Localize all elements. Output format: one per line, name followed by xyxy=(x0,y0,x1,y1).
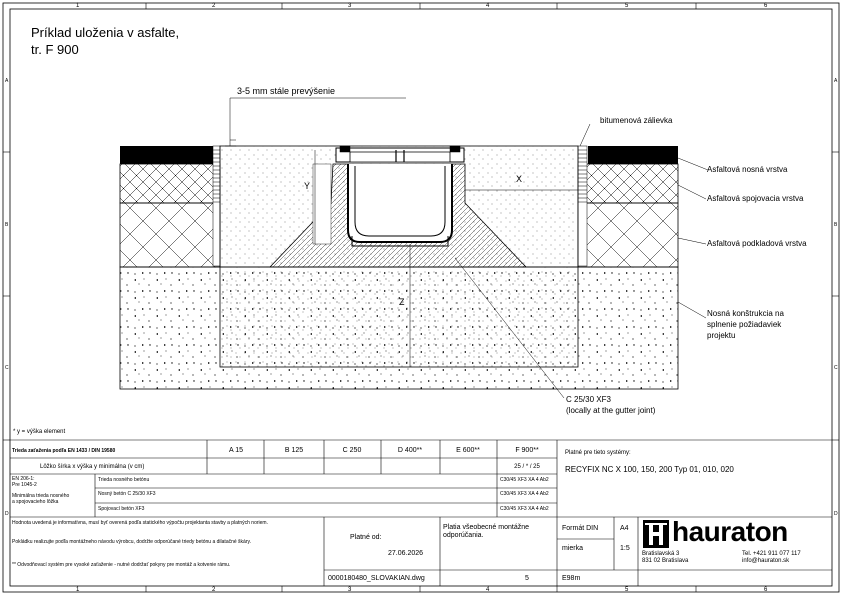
mid-cell-2: Nosný betón C 25/30 XF3 xyxy=(98,491,156,497)
format-label: Formát DIN xyxy=(562,525,599,532)
scale-value: 1:5 xyxy=(620,545,630,552)
row-letter-b-right: B xyxy=(834,222,838,228)
mid-cell-1: Trieda nosného betónu xyxy=(98,477,150,483)
left-cell-1: EN 206-1: xyxy=(12,476,35,482)
col-number-2: 2 xyxy=(212,3,216,9)
col-number-1: 1 xyxy=(76,3,80,9)
note-1: Hodnota uvedená je informatívna, musí byť overená podľa statického výpočtu projektanta stavby a platných noriem. xyxy=(12,520,268,526)
row-letter-d: D xyxy=(5,511,9,517)
note-3: ** Odvodňovací systém pre vysoké zaťaženie - nutné dodržať pokyny pre montáž a kotvenie rámu. xyxy=(12,562,231,568)
company-city: 831 02 Bratislava xyxy=(642,558,689,564)
col-number-4: 4 xyxy=(486,3,490,9)
callout-concrete-1: C 25/30 XF3 xyxy=(566,395,611,404)
row-letter-b: B xyxy=(5,222,9,228)
valid-from-date: 27.06.2026 xyxy=(388,550,424,557)
load-class-d400: D 400** xyxy=(397,447,423,454)
concrete-code-3: C30/45 XF3 XA 4 Ab2 xyxy=(500,506,549,512)
load-class-c250: C 250 xyxy=(342,447,362,454)
format-value: A4 xyxy=(620,525,629,532)
col-number-6: 6 xyxy=(764,3,768,9)
company-street: Bratislavská 3 xyxy=(642,551,680,557)
drawing-code: E98m xyxy=(562,575,581,582)
valid-from-label: Platné od: xyxy=(350,534,382,541)
dim-z-label: Z xyxy=(399,297,405,307)
col-number-5-bottom: 5 xyxy=(625,587,629,593)
col-number-2-bottom: 2 xyxy=(212,587,216,593)
load-class-a15: A 15 xyxy=(228,447,244,454)
callout-binder: Asfaltová spojovacia vrstva xyxy=(707,194,804,203)
row-letter-a-right: A xyxy=(834,78,838,84)
dim-x-label: X xyxy=(516,174,523,184)
company-email: info@hauraton.sk xyxy=(742,558,790,564)
company-phone: Tel. +421 911 077 117 xyxy=(742,551,801,557)
callout-concrete-2: (locally at the gutter joint) xyxy=(566,406,656,415)
title-line-2: tr. F 900 xyxy=(31,42,79,57)
col-number-3: 3 xyxy=(348,3,352,9)
col-number-3-bottom: 3 xyxy=(348,587,352,593)
row-letter-a: A xyxy=(5,78,9,84)
load-class-header: Trieda zaťaženia podľa EN 1433 / DIN 19580 xyxy=(12,448,116,454)
row-letter-c: C xyxy=(5,365,9,371)
file-name: 0000180480_SLOVAKIAN.dwg xyxy=(328,575,425,582)
callout-subbase-1: Nosná konštrukcia na xyxy=(707,309,784,318)
scale-label: mierka xyxy=(562,545,584,552)
validity-label: Platné pre tieto systémy: xyxy=(565,450,631,456)
col-number-5: 5 xyxy=(625,3,629,9)
bed-size-f900: 25 / * / 25 xyxy=(514,464,540,470)
dim-y-label: Y xyxy=(304,181,311,191)
callout-elevation: 3-5 mm stále prevýšenie xyxy=(237,86,336,96)
callout-bitumen: bitumenová zálievka xyxy=(600,116,673,125)
callout-wearing: Asfaltová nosná vrstva xyxy=(707,165,788,174)
row-letter-c-right: C xyxy=(834,365,838,371)
bed-size-label: Lôžko šírka x výška y minimálna (v cm) xyxy=(40,464,145,470)
callout-base: Asfaltová podkladová vrstva xyxy=(707,239,807,248)
concrete-code-1: C30/45 XF3 XA 4 Ab2 xyxy=(500,477,549,483)
col-number-6-bottom: 6 xyxy=(764,587,768,593)
company-name: hauraton xyxy=(672,516,788,547)
load-class-f900: F 900** xyxy=(515,447,539,454)
page-number: 5 xyxy=(525,575,529,582)
left-cell-3: Minimálna trieda nosného xyxy=(12,493,70,499)
left-cell-2: Pre 1045-2 xyxy=(12,482,37,488)
callout-subbase-2: splnenie požiadaviek xyxy=(707,320,782,329)
general-note: Platia všeobecné montážne odporúčania. xyxy=(443,524,529,540)
load-class-e600: E 600** xyxy=(456,447,480,454)
mid-cell-3: Spojovací betón XF3 xyxy=(98,506,145,512)
note-2: Pokládku realizujte podľa montážneho návodu výrobcu, dodržte odporúčané triedy betónu a dilatačné škáry. xyxy=(12,539,252,545)
col-number-1-bottom: 1 xyxy=(76,587,80,593)
callout-subbase-3: projektu xyxy=(707,331,736,340)
left-cell-4: a spojovacieho lôžka xyxy=(12,499,59,505)
concrete-code-2: C30/45 XF3 XA 4 Ab2 xyxy=(500,491,549,497)
title-line-1: Príklad uloženia v asfalte, xyxy=(31,25,180,40)
hauraton-logo-icon xyxy=(643,520,669,548)
validity-systems: RECYFIX NC X 100, 150, 200 Typ 01, 010, 020 xyxy=(565,465,734,474)
load-class-b125: B 125 xyxy=(284,447,304,454)
col-number-4-bottom: 4 xyxy=(486,587,490,593)
footnote: * y = výška element xyxy=(13,429,66,435)
row-letter-d-right: D xyxy=(834,511,838,517)
